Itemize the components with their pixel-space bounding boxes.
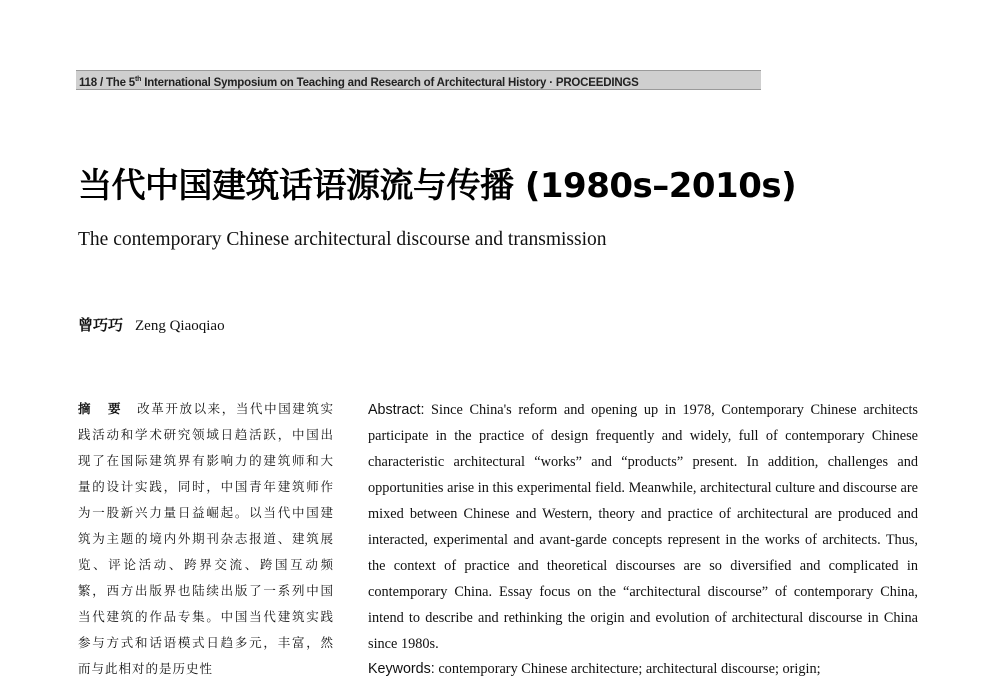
abstract-cn bbox=[78, 396, 334, 682]
keywords bbox=[368, 656, 918, 682]
abstract-en bbox=[368, 397, 918, 657]
abstract-en-text: Since China's reform and opening up in 1978, Contemporary Chinese architects participate in the practice of design frequently and widely, full of contemporary Chinese characteristic architectural “works” and “products” present. In addition, challenges and opportunities arise in this experimental field. Meanwhile, architectural culture and discourse are mixed between Chinese and Western, theory and practice of architectural are produced and interacted, experimental and avant-garde concepts represent in the works of architects. Thus, the context of practice and theoretical discourses are so diversified and complicated in contemporary China. Essay focus on the “architectural discourse” of contemporary China, intend to describe and rethinking the origin and evolution of architectural discourse in China since 1980s. bbox=[368, 402, 918, 652]
page-number: 118 bbox=[79, 76, 97, 89]
header-sup: th bbox=[134, 76, 142, 83]
keywords-text: contemporary Chinese architecture; architectural discourse; origin; bbox=[434, 661, 821, 677]
header-text: International Symposium on Teaching and Research of Architectural History · PROCEEDINGS bbox=[141, 76, 639, 89]
author-name-cn: 曾巧巧 bbox=[78, 316, 124, 334]
abstract-en-label: Abstract: bbox=[368, 402, 425, 418]
author-name-en: Zeng Qiaoqiao bbox=[135, 318, 225, 334]
abstract-cn-text: 改革开放以来，当代中国建筑实践活动和学术研究领域日趋活跃，中国出现了在国际建筑界有影响力的建筑师和大量的设计实践，同时，中国青年建筑师作为一股新兴力量日益崛起。以当代中国建筑为主题的境内外期刊杂志报道、建筑展览、评论活动、跨界交流、跨国互动频繁，西方出版界也陆续出版了一系列中国当代建筑的作品专集。中国当代建筑实践参与方式和话语模式日趋多元，丰富，然而与此相对的是历史性 bbox=[78, 401, 334, 676]
page-title-cn: 当代中国建筑话语源流与传播 (1980s–2010s) bbox=[78, 166, 797, 206]
running-header bbox=[76, 70, 761, 90]
page-title-en: The contemporary Chinese architectural discourse and transmission bbox=[78, 229, 607, 250]
header-sep: / The 5 bbox=[96, 76, 135, 89]
author bbox=[78, 314, 225, 335]
keywords-label: Keywords: bbox=[368, 661, 435, 677]
abstract-cn-label: 摘 要 bbox=[78, 401, 128, 416]
